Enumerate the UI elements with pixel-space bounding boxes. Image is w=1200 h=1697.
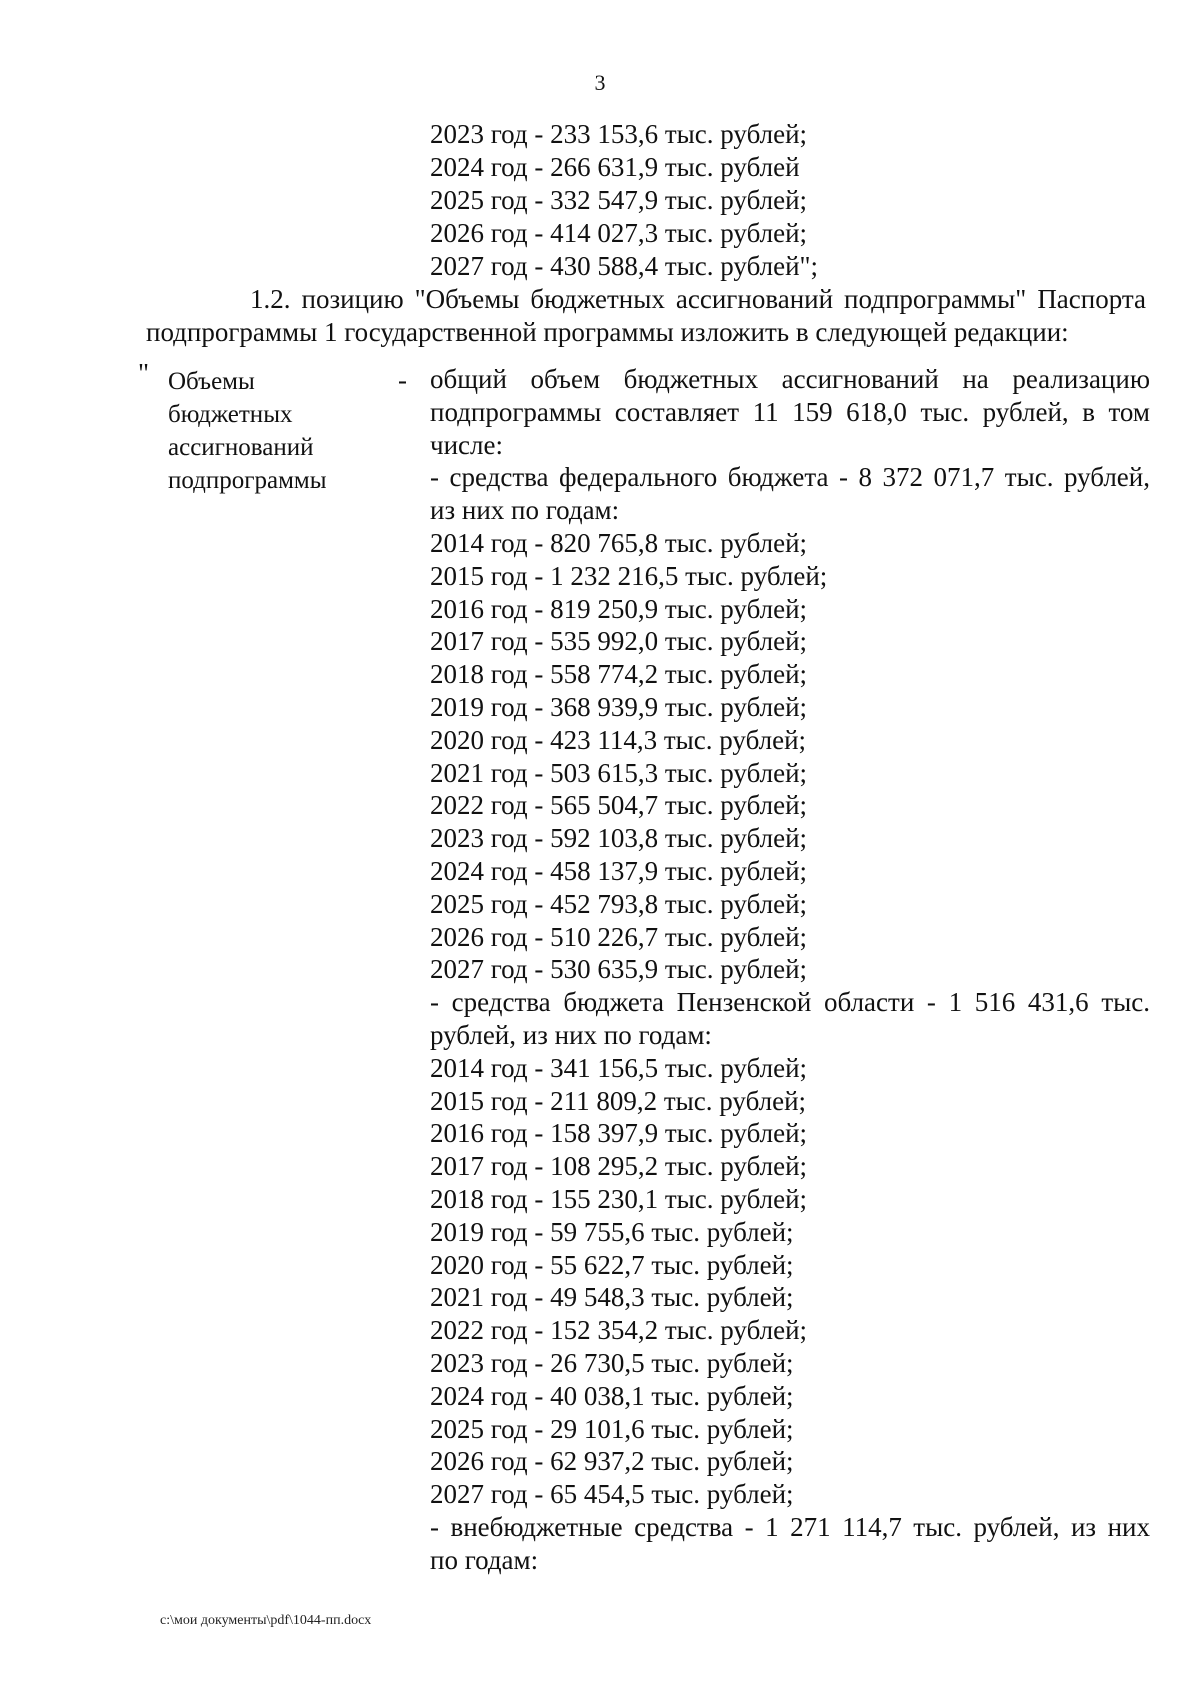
list-item: 2023 год - 26 730,5 тыс. рублей;: [430, 1347, 794, 1378]
total-line: общий объем бюджетных ассигнований на реализацию: [430, 364, 1150, 394]
page-number: 3: [594, 70, 606, 95]
list-item: 2024 год - 458 137,9 тыс. рублей;: [430, 855, 808, 886]
list-item: 2024 год - 40 038,1 тыс. рублей;: [430, 1380, 794, 1411]
list-item: 2025 год - 29 101,6 тыс. рублей;: [430, 1413, 794, 1444]
list-item: 2019 год - 59 755,6 тыс. рублей;: [430, 1216, 794, 1247]
row-content: [430, 363, 1150, 1576]
list-item: 2018 год - 155 230,1 тыс. рублей;: [430, 1183, 808, 1214]
list-item: 2014 год - 820 765,8 тыс. рублей;: [430, 527, 808, 558]
list-item: 2026 год - 62 937,2 тыс. рублей;: [430, 1446, 794, 1477]
list-item: 2014 год - 341 156,5 тыс. рублей;: [430, 1052, 808, 1083]
regional-heading: - средства бюджета Пензенской области - 1 516 431,6 тыс.: [430, 987, 1150, 1018]
label-line: ассигнований: [168, 434, 314, 461]
list-item: 2021 год - 503 615,3 тыс. рублей;: [430, 757, 808, 788]
regional-heading: рублей, из них по годам:: [430, 1019, 712, 1050]
federal-heading: - средства федерального бюджета - 8 372 071,7 тыс. рублей,: [430, 462, 1150, 493]
row-label: [168, 365, 388, 497]
list-item: 2020 год - 55 622,7 тыс. рублей;: [430, 1249, 794, 1280]
list-item: 2017 год - 108 295,2 тыс. рублей;: [430, 1151, 808, 1182]
list-item: 2021 год - 49 548,3 тыс. рублей;: [430, 1282, 794, 1313]
list-item: 2016 год - 819 250,9 тыс. рублей;: [430, 593, 808, 624]
list-item: 2025 год - 452 793,8 тыс. рублей;: [430, 888, 808, 919]
footer-file-path: c:\мои документы\pdf\1044-пп.docx: [160, 1613, 372, 1628]
list-item: 2027 год - 530 635,9 тыс. рублей;: [430, 954, 808, 985]
regional-years-list: [430, 1052, 1150, 1511]
total-line: подпрограммы составляет 11 159 618,0 тыс. рублей, в том: [430, 396, 1150, 427]
list-item: 2020 год - 423 114,3 тыс. рублей;: [430, 724, 807, 755]
list-item: 2018 год - 558 774,2 тыс. рублей;: [430, 659, 808, 690]
list-item: 2019 год - 368 939,9 тыс. рублей;: [430, 691, 808, 722]
paragraph-line: 1.2. позицию "Объемы бюджетных ассигнований подпрограммы" Паспорта: [250, 284, 1146, 314]
federal-heading: из них по годам:: [430, 495, 620, 526]
list-item: 2023 год - 233 153,6 тыс. рублей;: [430, 119, 808, 149]
extrabudget-heading: по годам:: [430, 1544, 539, 1575]
list-item: 2025 год - 332 547,9 тыс. рублей;: [430, 185, 808, 215]
list-item: 2027 год - 65 454,5 тыс. рублей;: [430, 1479, 794, 1510]
extrabudget-heading: - внебюджетные средства - 1 271 114,7 тыс. рублей, из них: [430, 1511, 1150, 1542]
amendment-paragraph: [146, 283, 1146, 349]
paragraph-line: подпрограммы 1 государственной программы изложить в следующей редакции:: [146, 317, 1069, 347]
label-line: подпрограммы: [168, 467, 327, 494]
list-item: 2022 год - 565 504,7 тыс. рублей;: [430, 790, 808, 821]
opening-quote: ": [138, 358, 150, 388]
list-item: 2022 год - 152 354,2 тыс. рублей;: [430, 1315, 808, 1346]
label-line: бюджетных: [168, 401, 293, 428]
list-item: 2015 год - 211 809,2 тыс. рублей;: [430, 1085, 807, 1116]
list-item: 2016 год - 158 397,9 тыс. рублей;: [430, 1118, 808, 1149]
previous-years-list: [430, 118, 818, 283]
list-item: 2027 год - 430 588,4 тыс. рублей";: [430, 251, 819, 281]
list-item: 2026 год - 510 226,7 тыс. рублей;: [430, 921, 808, 952]
federal-years-list: [430, 527, 1150, 986]
list-item: 2024 год - 266 631,9 тыс. рублей: [430, 152, 800, 182]
list-item: 2015 год - 1 232 216,5 тыс. рублей;: [430, 560, 828, 591]
total-line: числе:: [430, 429, 503, 460]
list-item: 2026 год - 414 027,3 тыс. рублей;: [430, 218, 808, 248]
row-dash: -: [398, 365, 407, 395]
label-line: Объемы: [168, 368, 255, 395]
list-item: 2017 год - 535 992,0 тыс. рублей;: [430, 626, 808, 657]
list-item: 2023 год - 592 103,8 тыс. рублей;: [430, 823, 808, 854]
